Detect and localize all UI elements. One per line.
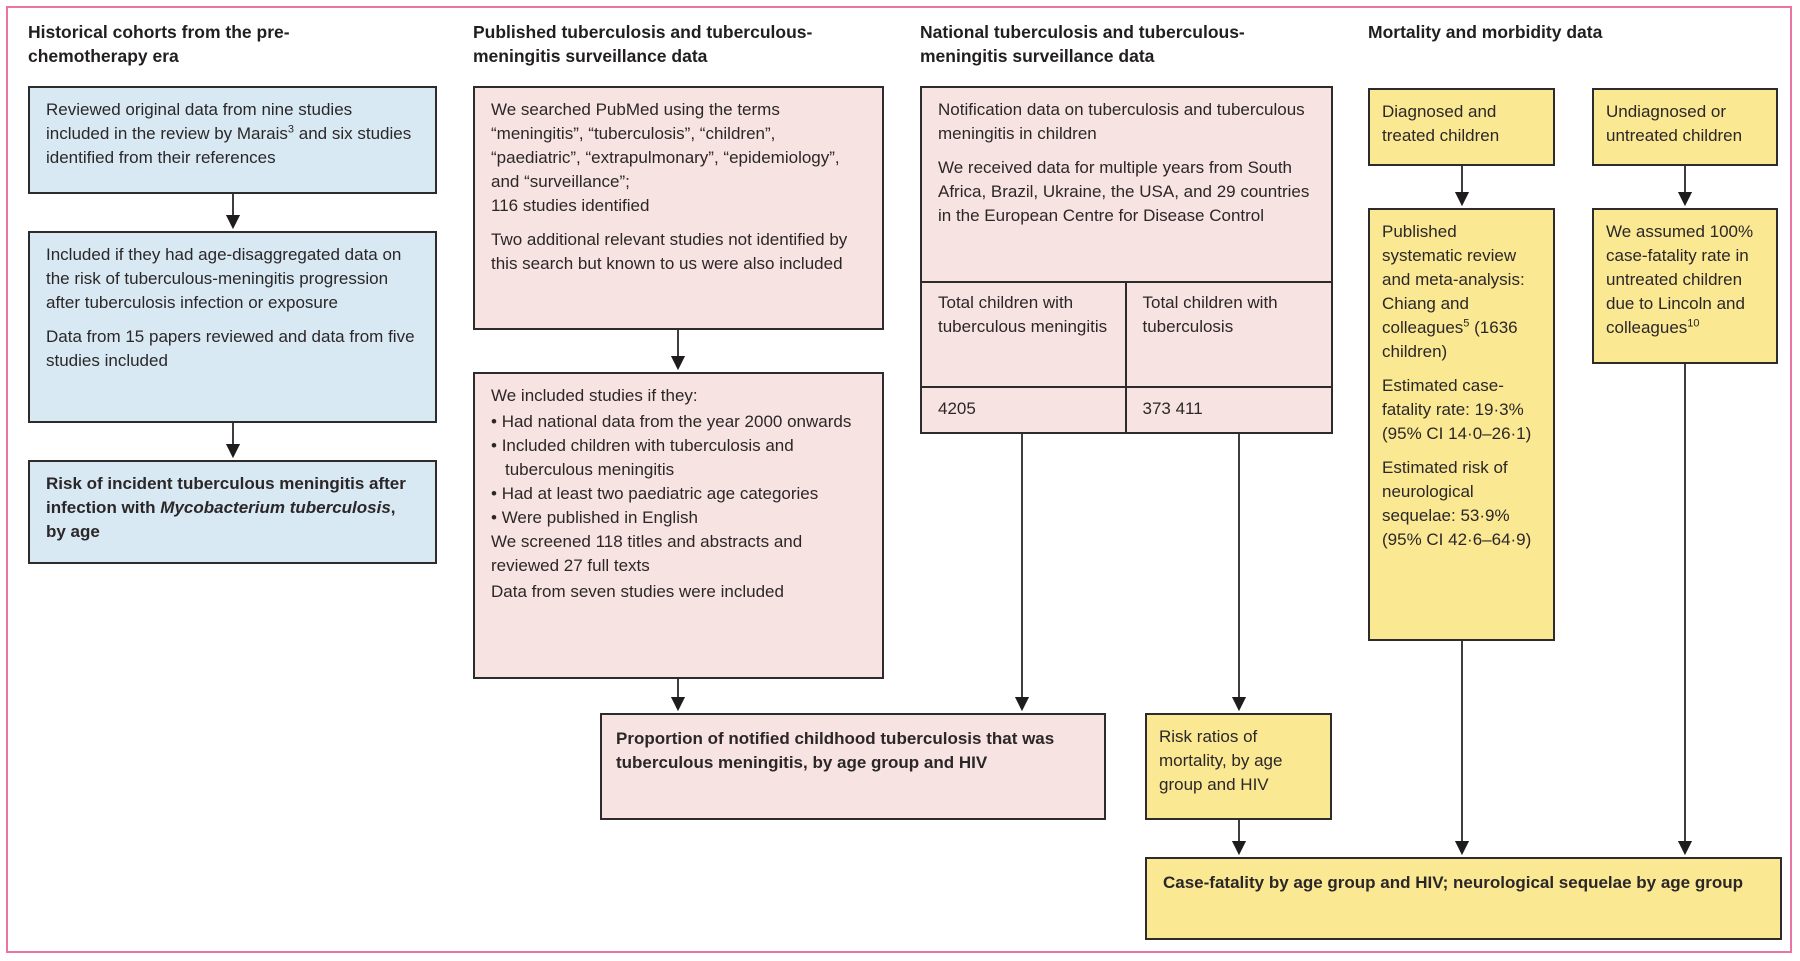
risk-ratios-box <box>1145 713 1332 820</box>
notification-data-text: Notification data on tuberculosis and tuberculous meningitis in children <box>938 100 1305 143</box>
historical-criteria-text: Included if they had age-disaggregated data on the risk of tuberculous-meningitis progression after tuberculosis infection or exposure <box>46 245 402 312</box>
criteria-item: • Were published in English <box>491 506 866 530</box>
species-name-italic: Mycobacterium tuberculosis <box>160 498 391 517</box>
historical-review-text-pre: Reviewed original data from nine studies included in the review by Marais <box>46 100 353 143</box>
reference-superscript-chiang: 5 <box>1463 317 1470 330</box>
tbm-count-header-cell: Total children with tuberculous meningitis <box>922 283 1127 386</box>
historical-review-text <box>46 98 419 170</box>
tb-count-header-cell: Total children with tuberculosis <box>1142 293 1278 336</box>
screened-titles-text: We screened 118 titles and abstracts and reviewed 27 full texts <box>491 532 803 575</box>
pubmed-search-terms-text <box>491 98 866 218</box>
risk-output-text-post: , by age <box>46 498 396 541</box>
diagnosed-treated-text: Diagnosed and treated children <box>1382 102 1500 145</box>
risk-output-text-pre: Risk of incident tuberculous meningitis after infection with <box>46 474 406 517</box>
tbm-count-value-cell: 4205 <box>922 388 1127 432</box>
systematic-review-text-pre: Published systematic review and meta-analysis: Chiang and colleagues <box>1382 222 1525 337</box>
data-sources-text: We received data for multiple years from South Africa, Brazil, Ukraine, the USA, and 29 countries in the European Centre for Disease Control <box>938 158 1310 225</box>
additional-studies-text: Two additional relevant studies not identified by this search but known to us were also included <box>491 230 848 273</box>
case-fatality-rate-text: Estimated case-fatality rate: 19·3% (95% CI 14·0–26·1) <box>1382 376 1532 443</box>
undiagnosed-untreated-box <box>1592 88 1778 166</box>
pubmed-search-box <box>473 86 884 330</box>
systematic-review-box <box>1368 208 1555 641</box>
counts-table-value-row <box>922 388 1331 432</box>
column-title-published: Published tuberculosis and tuberculous-meningitis surveillance data <box>473 22 813 66</box>
historical-papers-text: Data from 15 papers reviewed and data from five studies included <box>46 327 415 370</box>
criteria-list <box>491 410 866 530</box>
assumed-case-fatality-text <box>1606 220 1764 340</box>
column-title-national: National tuberculosis and tuberculous-meningitis surveillance data <box>920 22 1245 66</box>
reference-superscript-marais: 3 <box>287 123 295 136</box>
reference-superscript-lincoln: 10 <box>1687 317 1700 330</box>
criteria-item: • Had national data from the year 2000 onwards <box>491 410 866 434</box>
historical-review-box <box>28 86 437 194</box>
historical-review-text-post: and six studies identified from their references <box>46 124 412 167</box>
notification-data-section <box>922 88 1331 283</box>
search-terms-text: We searched PubMed using the terms “meningitis”, “tuberculosis”, “children”, “paediatric”, “extrapulmonary”, “epidemiology”, and “surveillance”; <box>491 100 840 191</box>
studies-identified-text: 116 studies identified <box>491 196 650 215</box>
historical-criteria-box <box>28 231 437 423</box>
criteria-item: • Included children with tuberculosis and tuberculous meningitis <box>491 434 866 482</box>
case-fatality-output-text: Case-fatality by age group and HIV; neurological sequelae by age group <box>1163 873 1744 892</box>
criteria-item: • Had at least two paediatric age categories <box>491 482 866 506</box>
undiagnosed-untreated-text: Undiagnosed or untreated children <box>1606 102 1743 145</box>
systematic-review-text-post: (1636 children) <box>1382 318 1518 361</box>
systematic-review-text <box>1382 220 1541 364</box>
case-fatality-output-box <box>1145 857 1782 940</box>
tb-count-value-cell: 373 411 <box>1142 399 1203 418</box>
criteria-intro-text: We included studies if they: <box>491 386 698 405</box>
neurological-sequelae-text: Estimated risk of neurological sequelae: 53·9% (95% CI 42·6–64·9) <box>1382 458 1532 549</box>
column-title-historical: Historical cohorts from the pre-chemotherapy era <box>28 22 290 66</box>
historical-risk-output-box <box>28 460 437 564</box>
counts-table-header-row <box>922 283 1331 388</box>
diagnosed-treated-box <box>1368 88 1555 166</box>
risk-ratios-text: Risk ratios of mortality, by age group and HIV <box>1159 727 1283 794</box>
notification-data-box <box>920 86 1333 434</box>
historical-risk-output-text <box>46 472 419 544</box>
assumed-text-pre: We assumed 100% case-fatality rate in untreated children due to Lincoln and colleagues <box>1606 222 1754 337</box>
column-title-mortality: Mortality and morbidity data <box>1368 22 1603 42</box>
proportion-output-text: Proportion of notified childhood tuberculosis that was tuberculous meningitis, by age group and HIV <box>616 729 1055 772</box>
assumed-case-fatality-box <box>1592 208 1778 364</box>
proportion-output-box <box>600 713 1106 820</box>
study-criteria-box <box>473 372 884 679</box>
seven-studies-text: Data from seven studies were included <box>491 582 784 601</box>
